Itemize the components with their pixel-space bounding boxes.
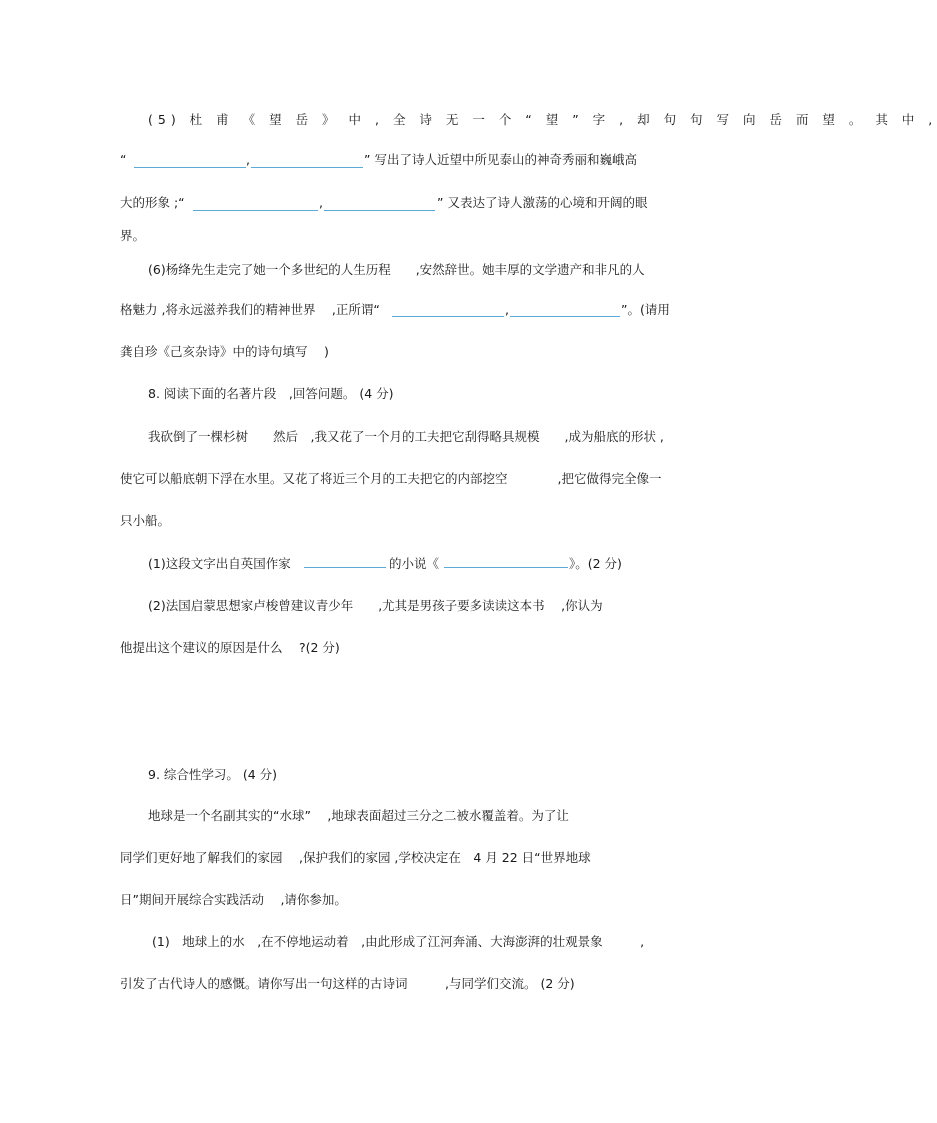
q9-sub1-line2: 引发了古代诗人的感慨。请你写出一句这样的古诗词 ,与同学们交流。 (2 分) [120, 976, 575, 991]
q9-title: 9. 综合性学习。 (4 分) [148, 767, 278, 782]
q9-intro-line2: 同学们更好地了解我们的家园 ,保护我们的家园 ,学校决定在 4 月 22 日“世界地球 [120, 850, 591, 865]
q8-title: 8. 阅读下面的名著片段 ,回答问题。 (4 分) [148, 386, 394, 401]
q6-line3: 龚自珍《己亥杂诗》中的诗句填写 ) [120, 344, 329, 359]
q6-line2-head: 格魅力 ,将永远滋养我们的精神世界 ,正所谓“ [120, 302, 380, 317]
q6-line2-tail: ”。(请用 [621, 302, 670, 317]
q5-line2-tail: ” 写出了诗人近望中所见泰山的神奇秀丽和巍峨高 [364, 152, 637, 167]
q6-line2-comma: , [505, 302, 509, 317]
q6-blank-1[interactable] [392, 316, 504, 317]
q8-passage-line1: 我砍倒了一棵杉树 然后 ,我又花了一个月的工夫把它刮得略具规模 ,成为船底的形状 , [148, 429, 664, 444]
q8-passage-line2: 使它可以船底朝下浮在水里。又花了将近三个月的工夫把它的内部挖空 ,把它做得完全像一 [120, 471, 662, 486]
q5-line2-comma: , [246, 152, 250, 167]
q5-blank-4[interactable] [324, 210, 435, 211]
q6-blank-2[interactable] [510, 316, 620, 317]
q5-blank-2[interactable] [251, 167, 363, 168]
q8-sub1-tail: 》。(2 分) [569, 556, 622, 571]
q5-line2-open-quote: “ [120, 152, 127, 167]
q8-sub2-line2: 他提出这个建议的原因是什么 ?(2 分) [120, 640, 340, 655]
q9-intro-line1: 地球是一个名副其实的“水球” ,地球表面超过三分之二被水覆盖着。为了让 [148, 808, 569, 823]
q5-line3-comma: , [319, 195, 323, 210]
q8-sub2-line1: (2)法国启蒙思想家卢梭曾建议青少年 ,尤其是男孩子要多读读这本书 ,你认为 [148, 598, 603, 613]
q5-line1: (5) 杜 甫 《 望 岳 》 中 , 全 诗 无 一 个 “ 望 ” 字 , 却 句 句 写 向 岳 而 望 。 其 中 , [148, 112, 937, 127]
q5-line3-head: 大的形象 ;“ [120, 195, 185, 210]
q6-line1: (6)杨绛先生走完了她一个多世纪的人生历程 ,安然辞世。她丰厚的文学遗产和非凡的人 [148, 262, 645, 277]
q5-line4: 界。 [120, 228, 146, 243]
q5-blank-3[interactable] [193, 210, 318, 211]
q8-blank-author[interactable] [304, 567, 386, 568]
q9-intro-line3: 日”期间开展综合实践活动 ,请你参加。 [120, 892, 347, 907]
q8-blank-novel[interactable] [444, 567, 568, 568]
q5-line3-tail: ” 又表达了诗人激荡的心境和开阔的眼 [437, 195, 648, 210]
q9-sub1-line1: (1) 地球上的水 ,在不停地运动着 ,由此形成了江河奔涌、大海澎湃的壮观景象 , [152, 934, 645, 949]
q5-blank-1[interactable] [134, 167, 246, 168]
q8-passage-line3: 只小船。 [120, 513, 171, 528]
q8-sub1-head: (1)这段文字出自英国作家 [148, 556, 291, 571]
q8-sub1-mid: 的小说《 [389, 556, 440, 571]
